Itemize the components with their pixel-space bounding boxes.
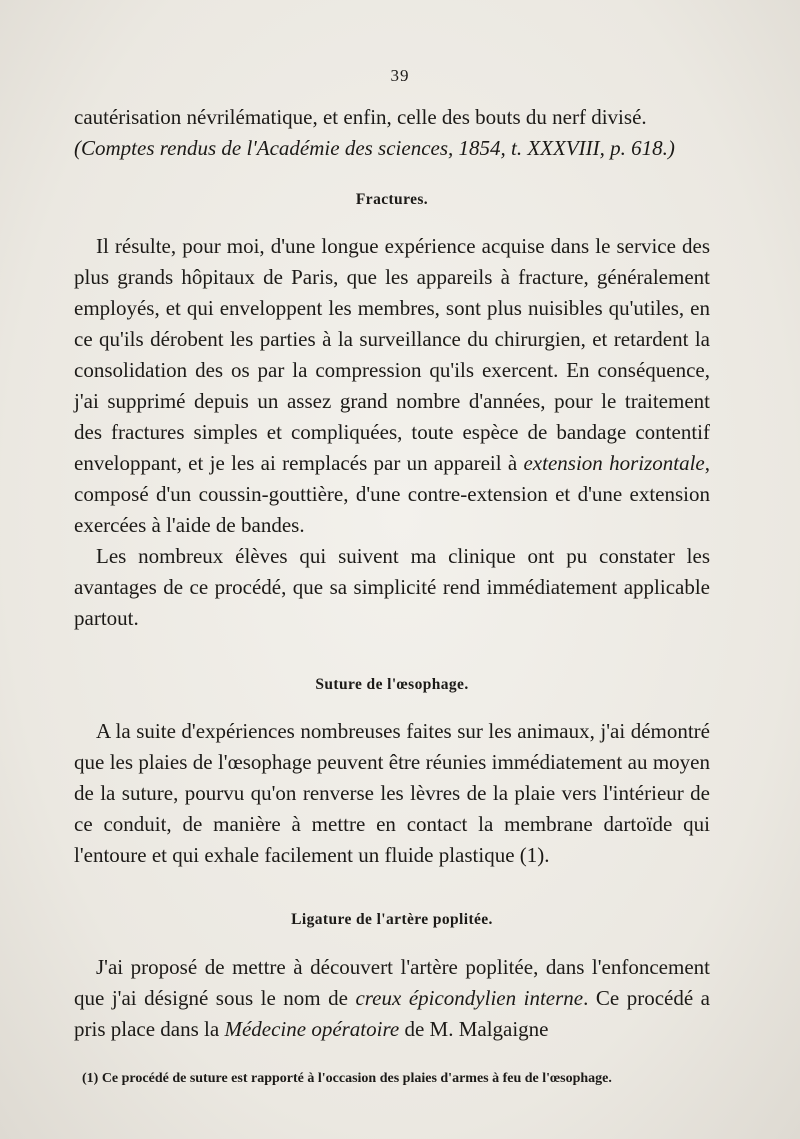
paragraph: Les nombreux élèves qui suivent ma clinique ont pu constater les avantages de ce procédé, que sa simplicité rend immédiatement applicable partout. — [74, 544, 710, 630]
section-suture-body — [74, 716, 710, 871]
footnote: (1) Ce procédé de suture est rapporté à l'occasion des plaies d'armes à feu de l'œsophage. — [82, 1071, 612, 1086]
section-heading: Fractures. — [355, 191, 429, 208]
page-number: 39 — [390, 66, 410, 85]
italic-phrase: creux épicondylien interne — [355, 986, 584, 1010]
citation: (Comptes rendus de l'Académie des sciences, 1854, t. XXXVIII, p. 618.) — [74, 136, 675, 160]
section-ligature-body — [74, 952, 710, 1045]
paragraph: A la suite d'expériences nombreuses faites sur les animaux, j'ai démontré que les plaies de l'œsophage peuvent être réunies immédiatement au moyen de la suture, pourvu qu'on renverse les lèvres de la plaie vers l'intérieur de ce conduit, de manière à mettre en contact la membrane dartoïde qui l'entoure et qui exhale facilement un fluide plastique (1). — [74, 719, 710, 867]
section-suture — [74, 669, 710, 700]
italic-phrase: Médecine opératoire — [224, 1017, 400, 1041]
continuation-block — [74, 102, 710, 164]
section-fractures-body — [74, 231, 710, 634]
italic-phrase: extension horizontale — [523, 451, 705, 475]
section-heading: Ligature de l'artère poplitée. — [291, 911, 493, 928]
section-ligature — [74, 904, 710, 935]
section-fractures — [74, 184, 710, 215]
continuation-line: cautérisation névrilématique, et enfin, celle des bouts du nerf divisé. — [74, 105, 647, 129]
section-heading: Suture de l'œsophage. — [315, 676, 469, 693]
paragraph: Il résulte, pour moi, d'une longue expérience acquise dans le service des plus grands hôpitaux de Paris, que les appareils à fracture, généralement employés, et qui enveloppent les membres, sont plus nuisibles qu'utiles, en ce qu'ils dérobent les parties à la surveillance du chirurgien, et retardent la consolidation des os par la compression qu'ils exercent. En conséquence, j'ai supprimé depuis un assez grand nombre d'années, pour le traitement des fractures simples et compliquées, toute espèce de bandage contentif enveloppant, et je les ai remplacés par un appareil à extension horizontale, composé d'un coussin-gouttière, d'une contre-extension et d'une extension exercées à l'aide de bandes. — [74, 234, 710, 537]
paragraph: J'ai proposé de mettre à découvert l'artère poplitée, dans l'enfoncement que j'ai désigné sous le nom de creux épicondylien interne. Ce procédé a pris place dans la Médecine opératoire de M. Malgaigne — [74, 955, 711, 1041]
